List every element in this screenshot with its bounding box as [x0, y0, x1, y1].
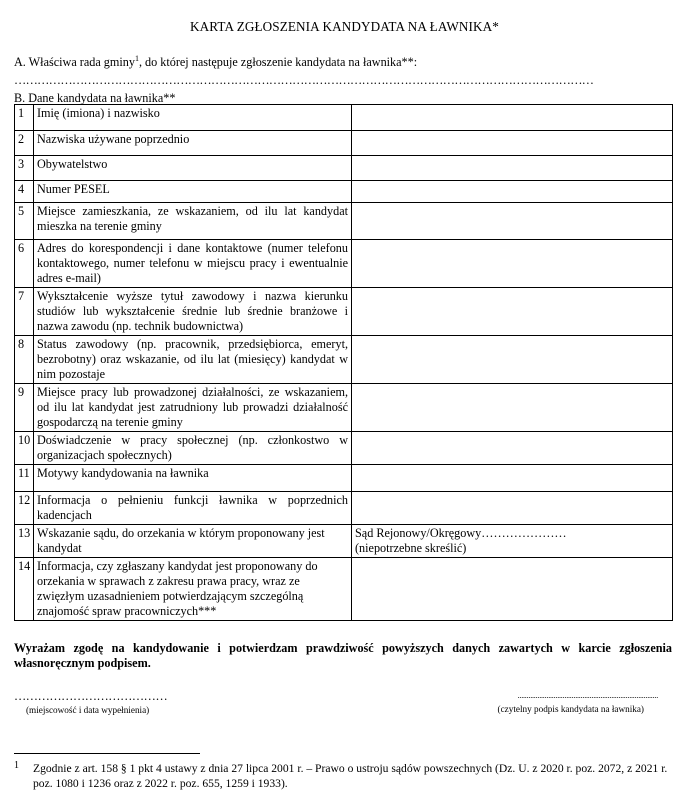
table-row	[15, 492, 673, 525]
table-row	[15, 465, 673, 492]
table-row	[15, 131, 673, 156]
row-number: 13	[15, 525, 34, 558]
row-number: 9	[15, 384, 34, 432]
section-a-text-cont: , do której następuje zgłoszenie kandydata na ławnika**:	[138, 55, 418, 70]
row-number: 12	[15, 492, 34, 525]
signature-caption: (czytelny podpis kandydata na ławnika)	[497, 703, 644, 714]
row-label: Obywatelstwo	[34, 156, 352, 181]
table-row	[15, 558, 673, 621]
row-value-field[interactable]	[352, 156, 673, 181]
signature-block	[470, 691, 658, 715]
section-a-label	[14, 54, 417, 70]
row-label: Miejsce pracy lub prowadzonej działalności, ze wskazaniem, od ilu lat kandydat jest zatrudniony lub prowadzi działalność gospodarczą na terenie gminy	[34, 384, 352, 432]
table-row	[15, 181, 673, 203]
row-label: Imię (imiona) i nazwisko	[34, 105, 352, 131]
row-label: Informacja o pełnieniu funkcji ławnika w poprzednich kadencjach	[34, 492, 352, 525]
footnote-text: Zgodnie z art. 158 § 1 pkt 4 ustawy z dnia 27 lipca 2001 r. – Prawo o ustroju sądów powszechnych (Dz. U. z 2020 r. poz. 2072, z 2021 r. poz. 1080 i 1236 oraz z 2022 r. poz. 655, 1259 i 1933).	[33, 762, 668, 790]
table-row	[15, 105, 673, 131]
row-label: Wykształcenie wyższe tytuł zawodowy i nazwa kierunku studiów lub wykształcenie średnie lub średnie branżowe i nazwa zawodu (np. technik budownictwa)	[34, 288, 352, 336]
row-value-field[interactable]	[352, 384, 673, 432]
row-value-field[interactable]	[352, 181, 673, 203]
row-label: Informacja, czy zgłaszany kandydat jest proponowany do orzekania w sprawach z zakresu prawa pracy, wraz ze zwięzłym uzasadnieniem potwierdzającym szczególną znajomość spraw pracowniczych***	[34, 558, 352, 621]
row-number: 8	[15, 336, 34, 384]
row-value-field[interactable]	[352, 240, 673, 288]
row-value-field[interactable]	[352, 336, 673, 384]
footnote-divider	[14, 753, 200, 754]
row-value-field[interactable]	[352, 131, 673, 156]
council-fill-line[interactable]: ……………………………………………………………………………………………………………………………………	[14, 73, 594, 87]
row-label: Miejsce zamieszkania, ze wskazaniem, od ilu lat kandydat mieszka na terenie gminy	[34, 203, 352, 240]
place-date-field[interactable]: …………………………………	[14, 689, 168, 703]
row-value-field[interactable]	[352, 203, 673, 240]
table-row	[15, 525, 673, 558]
row-label: Wskazanie sądu, do orzekania w którym proponowany jest kandydat	[34, 525, 352, 558]
row-number: 11	[15, 465, 34, 492]
section-b-heading: B. Dane kandydata na ławnika**	[14, 91, 176, 105]
row-number: 7	[15, 288, 34, 336]
row-number: 10	[15, 432, 34, 465]
consent-statement: Wyrażam zgodę na kandydowanie i potwierdzam prawdziwość powyższych danych zawartych w karcie zgłoszenia własnoręcznym podpisem.	[14, 641, 672, 670]
row-value-field[interactable]	[352, 432, 673, 465]
signature-field[interactable]: ..............................................................................	[517, 691, 658, 700]
place-date-caption: (miejscowość i data wypełnienia)	[26, 704, 150, 715]
footnote	[14, 761, 672, 791]
table-row	[15, 432, 673, 465]
row-value-field[interactable]	[352, 105, 673, 131]
candidate-data-table	[14, 104, 673, 621]
row-number: 2	[15, 131, 34, 156]
footnote-number: 1	[14, 760, 19, 771]
court-selection-field[interactable]: Sąd Rejonowy/Okręgowy………………… (niepotrzebne skreślić)	[352, 525, 673, 558]
table-row	[15, 156, 673, 181]
row-number: 4	[15, 181, 34, 203]
row-label: Status zawodowy (np. pracownik, przedsiębiorca, emeryt, bezrobotny) oraz wskazanie, od ilu lat (miesięcy) kandydat w nim pozostaje	[34, 336, 352, 384]
row-number: 5	[15, 203, 34, 240]
row-number: 14	[15, 558, 34, 621]
row-label: Nazwiska używane poprzednio	[34, 131, 352, 156]
row-value-field[interactable]	[352, 288, 673, 336]
table-row	[15, 203, 673, 240]
row-label: Adres do korespondencji i dane kontaktowe (numer telefonu kontaktowego, numer telefonu w miejscu pracy i ewentualnie adres e-mail)	[34, 240, 352, 288]
footnote-ref: 1	[134, 54, 139, 63]
row-value-field[interactable]	[352, 558, 673, 621]
table-row	[15, 336, 673, 384]
table-row	[15, 384, 673, 432]
section-a-text: A. Właściwa rada gminy	[14, 55, 135, 70]
table-row	[15, 288, 673, 336]
row-label: Motywy kandydowania na ławnika	[34, 465, 352, 492]
place-date-block	[14, 689, 184, 716]
row-label: Numer PESEL	[34, 181, 352, 203]
row-label: Doświadczenie w pracy społecznej (np. członkostwo w organizacjach społecznych)	[34, 432, 352, 465]
page-title: KARTA ZGŁOSZENIA KANDYDATA NA ŁAWNIKA*	[190, 19, 499, 34]
row-number: 1	[15, 105, 34, 131]
row-number: 6	[15, 240, 34, 288]
row-number: 3	[15, 156, 34, 181]
table-row	[15, 240, 673, 288]
row-value-field[interactable]	[352, 465, 673, 492]
row-value-field[interactable]	[352, 492, 673, 525]
